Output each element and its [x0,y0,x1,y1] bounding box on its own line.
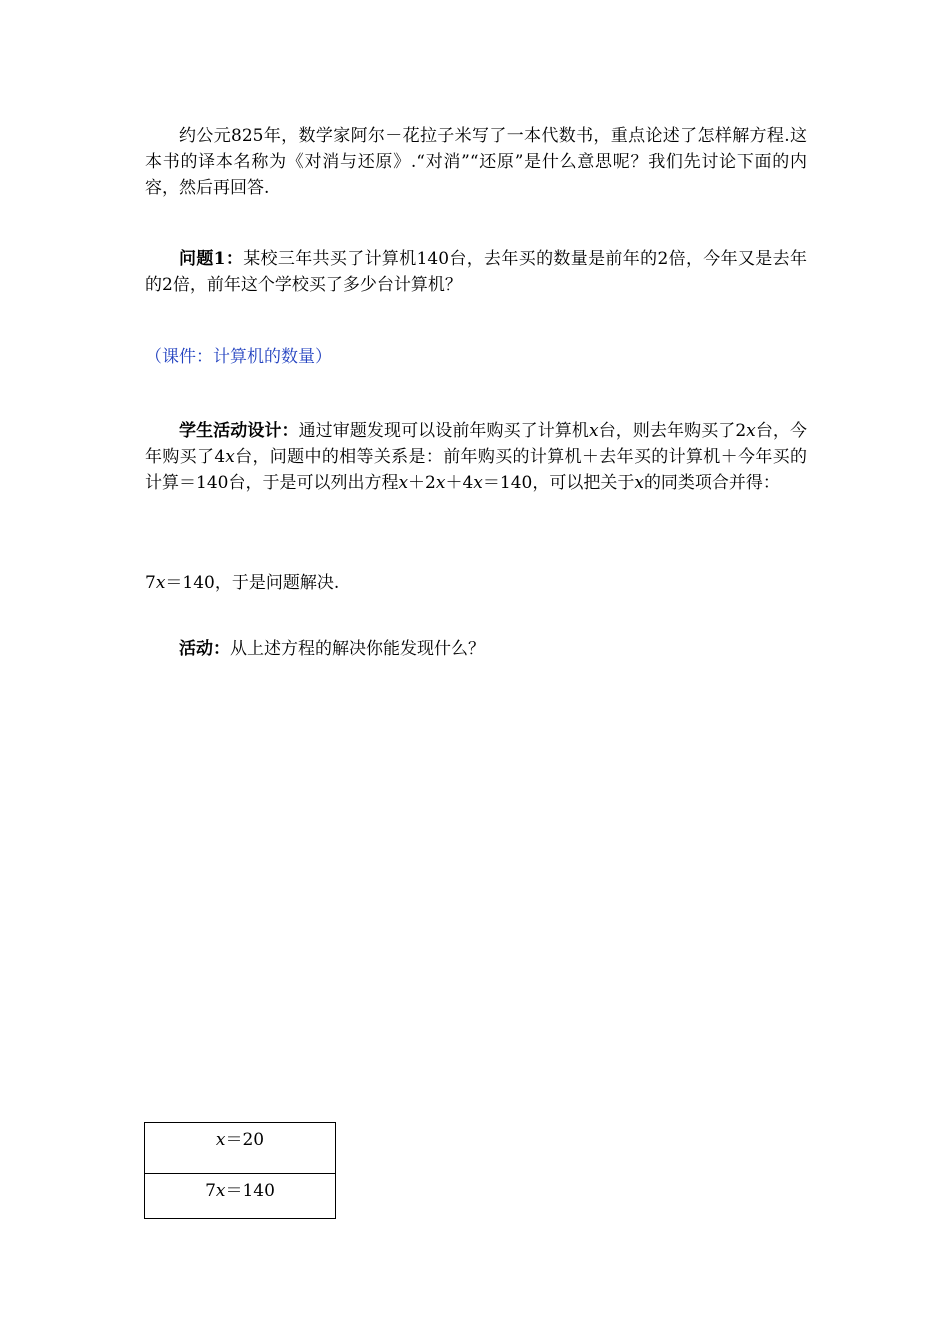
result-text: ＝140，于是问题解决. [165,573,340,593]
equation-box-text: ＝20 [225,1130,265,1150]
activity-paragraph [145,636,807,662]
student-activity-text-6: ＋4 [445,473,474,493]
equation-box-coefficient: 7 [205,1181,216,1201]
intro-paragraph [145,123,807,201]
student-activity-text-3: 台，今年购买了4 [145,421,808,467]
equation-box-cell [145,1174,336,1219]
student-activity-text-4: 台，问题中的相等关系是：前年购买的计算机＋去年买的计算机＋今年买的计算＝140台，于是可以列出方程 [145,447,807,493]
variable-x: x [589,421,599,441]
courseware-text: （课件：计算机的数量） [145,347,332,367]
variable-x: x [225,447,235,467]
variable-x: x [473,473,483,493]
variable-x: x [634,473,644,493]
student-activity-text-7: ＝140，可以把关于 [482,473,635,493]
problem1-text: 某校三年共买了计算机140台，去年买的数量是前年的2倍，今年又是去年的2倍，前年这个学校买了多少台计算机？ [145,249,807,295]
result-equation [145,570,807,596]
equation-box-table [144,1122,336,1219]
equation-box-row [145,1123,336,1174]
equation-box-row [145,1174,336,1219]
problem1-label: 问题1： [179,249,244,269]
variable-x: x [215,1181,226,1201]
student-activity-text-2: 台，则去年购买了2 [598,421,747,441]
intro-text: 约公元825年，数学家阿尔－花拉子米写了一本代数书，重点论述了怎样解方程.这本书的译本名称为《对消与还原》.“对消”“还原”是什么意思呢？我们先讨论下面的内容，然后再回答. [145,126,807,198]
activity-text: 从上述方程的解决你能发现什么？ [230,639,485,659]
student-activity-text-5: ＋2 [408,473,436,493]
equation-box-cell [145,1123,336,1174]
activity-label: 活动： [179,639,230,659]
student-activity-label: 学生活动设计： [179,421,299,441]
student-activity-paragraph [145,418,807,496]
courseware-note [145,344,807,370]
variable-x: x [155,573,166,593]
problem1-paragraph [145,246,807,298]
variable-x: x [435,473,446,493]
student-activity-text-8: 的同类项合并得： [643,473,780,493]
result-coefficient: 7 [145,573,156,593]
student-activity-text-1: 通过审题发现可以设前年购买了计算机 [298,421,590,441]
variable-x: x [215,1130,226,1150]
equation-box-text: ＝140 [225,1181,275,1201]
variable-x: x [746,421,756,441]
variable-x: x [398,473,409,493]
